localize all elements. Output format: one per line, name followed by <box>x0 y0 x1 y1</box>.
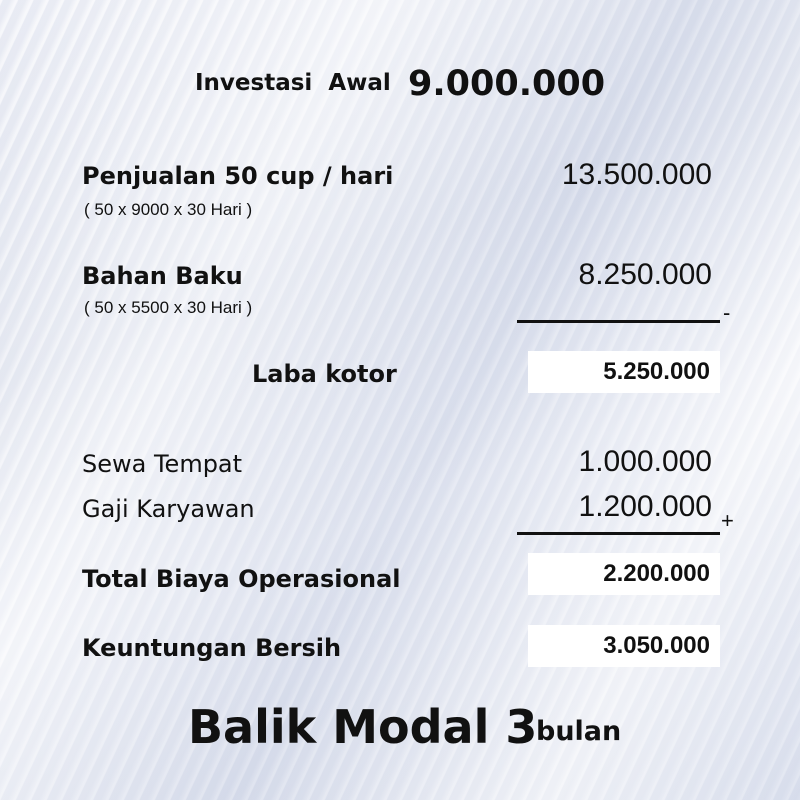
net-profit-label: Keuntungan Bersih <box>82 634 342 662</box>
operating-cost-amount: 2.200.000 <box>603 560 710 587</box>
payback-period-unit: bulan <box>536 716 622 747</box>
rent-amount: 1.000.000 <box>578 445 712 478</box>
net-profit-box <box>528 625 720 667</box>
plus-sign: + <box>721 508 734 533</box>
raw-materials-amount: 8.250.000 <box>578 258 712 291</box>
sales-label: Penjualan 50 cup / hari <box>82 162 394 190</box>
operating-cost-box <box>528 553 720 595</box>
gross-profit-amount: 5.250.000 <box>603 358 710 385</box>
operating-cost-label: Total Biaya Operasional <box>82 565 401 593</box>
minus-sign: - <box>723 300 731 325</box>
raw-materials-label: Bahan Baku <box>82 262 243 290</box>
gross-profit-label: Laba kotor <box>252 360 397 388</box>
gross-profit-box <box>528 351 720 393</box>
sales-amount: 13.500.000 <box>561 158 712 191</box>
initial-investment-value: 9.000.000 <box>408 64 606 104</box>
salary-amount: 1.200.000 <box>578 490 712 523</box>
net-profit-amount: 3.050.000 <box>603 632 710 659</box>
sales-detail: ( 50 x 9000 x 30 Hari ) <box>84 200 253 219</box>
payback-period-text: Balik Modal 3 <box>188 700 538 754</box>
subtraction-line <box>517 320 720 323</box>
salary-label: Gaji Karyawan <box>82 495 255 523</box>
rent-label: Sewa Tempat <box>82 450 243 478</box>
initial-investment-label: Investasi Awal <box>195 70 391 96</box>
addition-line <box>517 532 720 535</box>
raw-materials-detail: ( 50 x 5500 x 30 Hari ) <box>84 298 253 317</box>
